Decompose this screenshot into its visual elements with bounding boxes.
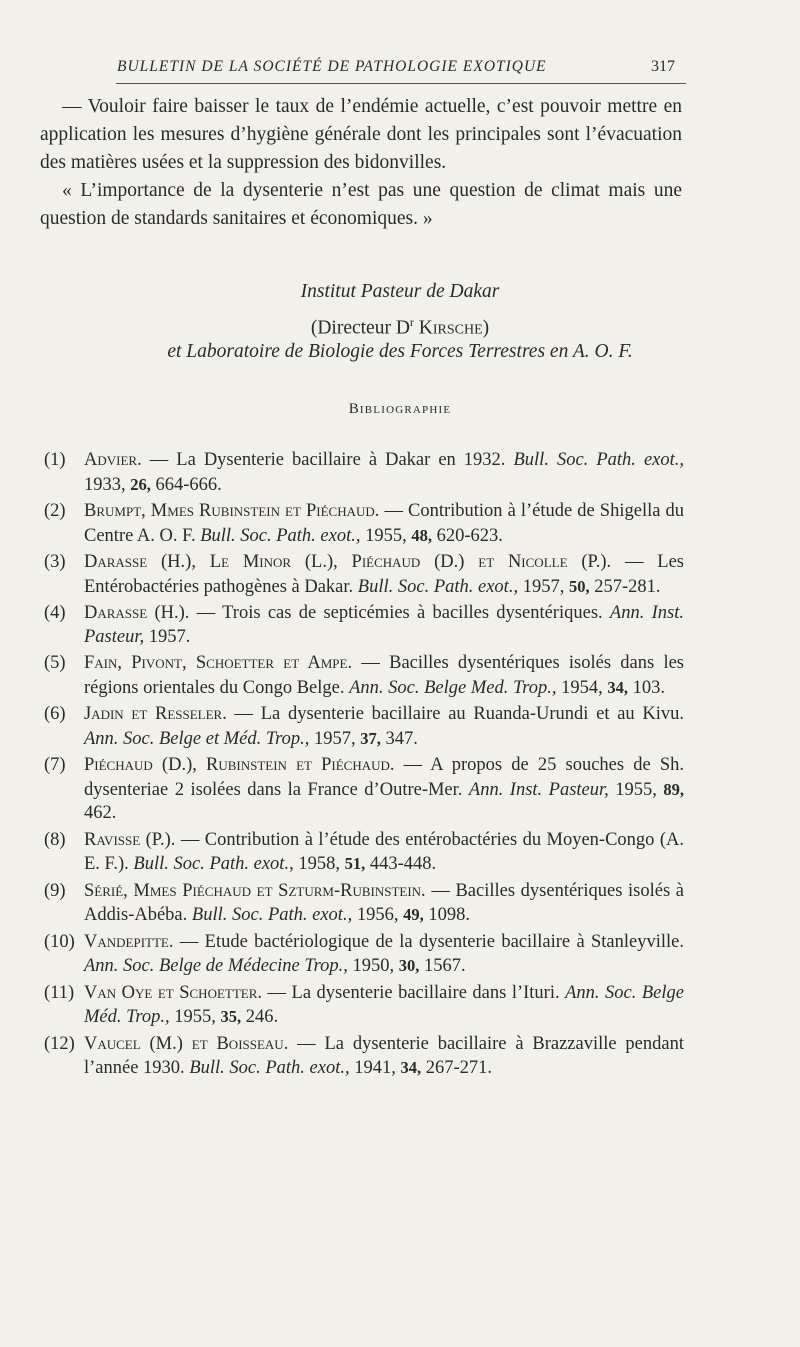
- reference-item: [44, 1033, 684, 1081]
- reference-journal: Bull. Soc. Path. exot.,: [191, 905, 353, 925]
- reference-journal: Ann. Inst. Pasteur,: [84, 603, 684, 647]
- running-title: BULLETIN DE LA SOCIÉTÉ DE PATHOLOGIE EXOTIQUE: [117, 58, 547, 75]
- reference-pages: 620-623.: [432, 525, 503, 546]
- reference-volume: 35,: [220, 1007, 242, 1026]
- reference-number: (11): [44, 982, 75, 1003]
- reference-authors: Darasse (H.), Le Minor (L.), Piéchaud (D.) et Nicolle (P.).: [84, 552, 612, 572]
- body-text: [40, 93, 682, 233]
- reference-journal: Ann. Soc. Belge et Méd. Trop.,: [84, 728, 310, 749]
- reference-volume: 37,: [360, 728, 381, 748]
- reference-authors: Piéchaud (D.), Rubinstein et Piéchaud.: [84, 755, 395, 775]
- reference-item: [44, 652, 684, 700]
- reference-number: (4): [44, 603, 66, 623]
- reference-journal: Ann. Inst. Pasteur,: [468, 779, 609, 800]
- reference-authors: Jadin et Resseler.: [84, 704, 227, 724]
- reference-journal: Ann. Soc. Belge Med. Trop.,: [349, 677, 557, 698]
- reference-pages: 1098.: [423, 905, 470, 925]
- reference-text: [84, 500, 684, 548]
- signature-line-3: et Laboratoire de Biologie des Forces Terrestres en A. O. F.: [167, 341, 633, 362]
- reference-item: [44, 982, 684, 1030]
- reference-authors: Ravisse (P.).: [84, 829, 176, 850]
- reference-authors: Vandepitte.: [84, 931, 174, 952]
- reference-journal: Ann. Soc. Belge de Médecine Trop.,: [84, 956, 348, 976]
- reference-journal: Bull. Soc. Path. exot.,: [133, 854, 294, 874]
- reference-authors: Darasse (H.).: [84, 603, 190, 623]
- reference-title: — Bacilles dysentériques isolés à Addis-Abéba.: [84, 880, 684, 925]
- paragraph: — Vouloir faire baisser le taux de l’endémie actuelle, c’est pouvoir mettre en application les mesures d’hygiène générale dont les principales sont l’évacuation des matières usées et la suppression des bidonvilles.: [40, 96, 682, 173]
- reference-year: 1956,: [352, 905, 404, 925]
- reference-year: 1957,: [518, 576, 569, 597]
- reference-year: 1954,: [556, 677, 608, 698]
- reference-authors: Advier.: [84, 450, 142, 470]
- reference-item: [44, 602, 684, 649]
- reference-text: [84, 449, 684, 497]
- reference-pages: 103.: [628, 677, 666, 698]
- reference-item: [44, 880, 684, 928]
- reference-pages: 462.: [84, 803, 117, 823]
- reference-year: 1957,: [309, 728, 361, 749]
- reference-pages: 1567.: [419, 956, 466, 976]
- reference-title: — Bacilles dysentériques isolés dans les régions orientales du Congo Belge.: [84, 653, 684, 698]
- reference-authors: Vaucel (M.) et Boisseau.: [84, 1033, 289, 1054]
- reference-journal: Bull. Soc. Path. exot.,: [189, 1058, 350, 1078]
- reference-item: [44, 500, 684, 548]
- bibliography-heading: Bibliographie: [348, 401, 452, 417]
- header-rule: [116, 83, 686, 84]
- reference-volume: 89,: [663, 779, 684, 799]
- reference-number: (1): [44, 450, 66, 470]
- reference-volume: 49,: [403, 905, 424, 924]
- reference-pages: 664-666.: [150, 474, 222, 495]
- reference-number: (2): [44, 501, 66, 521]
- reference-journal: Ann. Soc. Belge Méd. Trop.,: [84, 982, 684, 1027]
- reference-volume: 34,: [607, 677, 629, 697]
- signature-line-2: (Directeur $D^r$ Kirsche): [310, 315, 490, 339]
- bibliography-list: [44, 449, 684, 1084]
- reference-authors: Fain, Pivont, Schoetter et Ampe.: [84, 653, 353, 673]
- reference-number: (5): [44, 653, 66, 673]
- reference-text: [84, 880, 684, 928]
- reference-year: 1941,: [349, 1058, 401, 1078]
- reference-pages: 267-271.: [421, 1058, 493, 1078]
- reference-journal: Bull. Soc. Path. exot.,: [200, 525, 361, 546]
- reference-item: [44, 931, 684, 979]
- reference-pages: 347.: [380, 728, 418, 749]
- reference-title: — La dysenterie bacillaire au Ruanda-Urundi et au Kivu.: [226, 704, 684, 724]
- reference-year: 1958,: [293, 854, 345, 874]
- reference-authors: Van Oye et Schoetter.: [84, 982, 263, 1003]
- running-header: [0, 52, 800, 82]
- reference-number: (6): [44, 704, 66, 724]
- reference-title: — Etude bactériologique de la dysenterie bacillaire à Stanleyville.: [173, 931, 684, 952]
- signature-line-1: Institut Pasteur de Dakar: [300, 281, 500, 302]
- reference-authors: Brumpt, Mmes Rubinstein et Piéchaud.: [84, 501, 380, 521]
- reference-pages: 257-281.: [589, 576, 661, 597]
- reference-title: — La dysenterie bacillaire à Brazzaville pendant l’année 1930.: [84, 1033, 684, 1078]
- paragraph-quote: « L’importance de la dysenterie n’est pas une question de climat mais une question de standards sanitaires et économiques. »: [40, 180, 682, 229]
- reference-year: 1957.: [144, 626, 191, 647]
- reference-volume: 48,: [411, 525, 432, 545]
- reference-text: [84, 703, 684, 751]
- reference-journal: Bull. Soc. Path. exot.,: [357, 576, 519, 597]
- reference-text: [84, 931, 684, 979]
- reference-item: [44, 703, 684, 751]
- reference-number: (12): [44, 1033, 75, 1054]
- reference-number: (9): [44, 880, 66, 901]
- reference-volume: 51,: [344, 854, 366, 873]
- reference-text: [84, 982, 684, 1030]
- reference-year: 1955,: [169, 1007, 221, 1027]
- reference-text: [84, 1033, 684, 1081]
- reference-title: — La dysenterie bacillaire dans l’Ituri.: [262, 982, 566, 1003]
- reference-text: [84, 754, 684, 826]
- reference-volume: 26,: [130, 474, 151, 494]
- reference-year: 1933,: [84, 474, 131, 495]
- reference-title: — La Dysenterie bacillaire à Dakar en 1932.: [141, 450, 514, 470]
- reference-volume: 30,: [398, 956, 420, 975]
- reference-item: [44, 551, 684, 599]
- reference-journal: Bull. Soc. Path. exot.,: [513, 450, 685, 470]
- reference-text: [84, 829, 684, 877]
- reference-item: [44, 449, 684, 497]
- page-number: 317: [651, 58, 675, 75]
- reference-year: 1955,: [360, 525, 412, 546]
- reference-title: — Contribution à l’étude des entérobactéries du Moyen-Congo (A. E. F.).: [84, 829, 684, 874]
- reference-authors: Sérié, Mmes Piéchaud et Szturm-Rubinstein.: [84, 880, 426, 901]
- reference-title: — Contribution à l’étude de Shigella du Centre A. O. F.: [84, 501, 684, 546]
- reference-year: 1955,: [608, 779, 664, 800]
- reference-number: (8): [44, 829, 66, 850]
- reference-pages: 246.: [241, 1007, 279, 1027]
- reference-title: — Trois cas de septicémies à bacilles dysentériques.: [189, 603, 610, 623]
- reference-number: (7): [44, 755, 66, 775]
- reference-text: [84, 602, 684, 649]
- reference-text: [84, 652, 684, 700]
- reference-volume: 50,: [568, 576, 590, 596]
- reference-pages: 443-448.: [365, 854, 437, 874]
- reference-volume: 34,: [400, 1058, 422, 1077]
- reference-text: [84, 551, 684, 599]
- reference-title: — Les Entérobactéries pathogènes à Dakar.: [84, 552, 684, 597]
- reference-number: (3): [44, 552, 66, 572]
- reference-item: [44, 754, 684, 826]
- reference-number: (10): [44, 931, 75, 952]
- reference-title: — A propos de 25 souches de Sh. dysenteriae 2 isolées dans la France d’Outre-Mer.: [84, 755, 685, 800]
- reference-year: 1950,: [347, 956, 399, 976]
- reference-item: [44, 829, 684, 877]
